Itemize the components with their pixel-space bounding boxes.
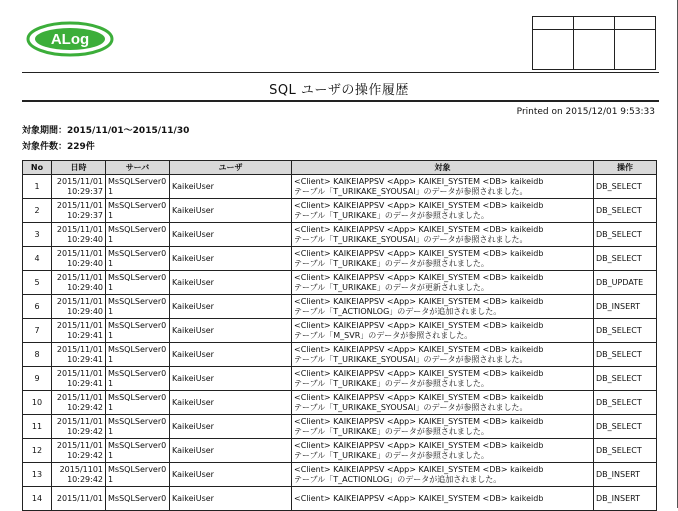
row-target-path: <Client> KAIKEIAPPSV <App> KAIKEI_SYSTEM <DB> kaikeidb xyxy=(294,344,544,354)
row-operation: DB_SELECT xyxy=(594,439,657,463)
row-no: 14 xyxy=(23,487,52,511)
row-server xyxy=(106,367,170,391)
row-server-name: MsSQLServer0 xyxy=(108,320,167,330)
row-target-path: <Client> KAIKEIAPPSV <App> KAIKEI_SYSTEM <DB> kaikeidb xyxy=(294,440,544,450)
table-row xyxy=(23,415,657,439)
row-time: 10:29:41 xyxy=(67,330,103,340)
row-user: KaikeiUser xyxy=(170,199,292,223)
row-server xyxy=(106,319,170,343)
row-server xyxy=(106,295,170,319)
row-no: 12 xyxy=(23,439,52,463)
operation-log-table xyxy=(22,160,657,511)
row-no: 6 xyxy=(23,295,52,319)
row-user: KaikeiUser xyxy=(170,223,292,247)
target-count: 対象件数：229件 xyxy=(22,142,95,152)
row-target-path: <Client> KAIKEIAPPSV <App> KAIKEI_SYSTEM <DB> kaikeidb xyxy=(294,416,544,426)
row-server-name: MsSQLServer0 xyxy=(108,176,167,186)
row-target-message: テーブル「T_URIKAKE」のデータが参照されました。 xyxy=(294,378,489,388)
table-row xyxy=(23,463,657,487)
row-datetime xyxy=(52,295,106,319)
row-operation: DB_SELECT xyxy=(594,415,657,439)
row-server-suffix: 1 xyxy=(108,474,114,484)
col-header-server: サーバ xyxy=(106,161,170,175)
row-target-message: テーブル「T_URIKAKE_SYOUSAI」のデータが参照されました。 xyxy=(294,354,528,364)
col-header-operation: 操作 xyxy=(594,161,657,175)
row-datetime xyxy=(52,343,106,367)
row-target xyxy=(292,391,594,415)
table-body xyxy=(23,175,657,511)
row-target xyxy=(292,175,594,199)
row-datetime xyxy=(52,271,106,295)
row-user: KaikeiUser xyxy=(170,367,292,391)
row-operation: DB_INSERT xyxy=(594,463,657,487)
row-server-suffix: 1 xyxy=(108,354,114,364)
title-rule-bottom xyxy=(22,100,659,102)
table-row xyxy=(23,367,657,391)
row-server-suffix: 1 xyxy=(108,426,114,436)
row-user: KaikeiUser xyxy=(170,463,292,487)
row-user: KaikeiUser xyxy=(170,415,292,439)
table-row xyxy=(23,223,657,247)
row-server xyxy=(106,439,170,463)
row-target-message: テーブル「M_SVR」のデータが参照されました。 xyxy=(294,330,473,340)
row-target-message: テーブル「T_URIKAKE_SYOUSAI」のデータが参照されました。 xyxy=(294,402,528,412)
row-target-path: <Client> KAIKEIAPPSV <App> KAIKEI_SYSTEM <DB> kaikeidb xyxy=(294,368,544,378)
table-row xyxy=(23,199,657,223)
row-user: KaikeiUser xyxy=(170,439,292,463)
row-target xyxy=(292,295,594,319)
title-rule-top xyxy=(22,72,659,73)
row-target xyxy=(292,247,594,271)
row-server-suffix: 1 xyxy=(108,378,114,388)
row-no: 1 xyxy=(23,175,52,199)
row-no: 10 xyxy=(23,391,52,415)
row-target-message: テーブル「T_URIKAKE_SYOUSAI」のデータが参照されました。 xyxy=(294,186,528,196)
row-user: KaikeiUser xyxy=(170,271,292,295)
row-user: KaikeiUser xyxy=(170,391,292,415)
row-date: 2015/11/01 xyxy=(56,224,103,234)
row-server-name: MsSQLServer0 xyxy=(108,392,167,402)
row-server-name: MsSQLServer0 xyxy=(108,224,167,234)
table-row xyxy=(23,391,657,415)
row-server xyxy=(106,199,170,223)
row-server xyxy=(106,343,170,367)
stamp-cell xyxy=(574,30,615,70)
row-target-message: テーブル「T_URIKAKE」のデータが参照されました。 xyxy=(294,210,489,220)
row-date: 2015/11/01 xyxy=(56,320,103,330)
row-time: 10:29:42 xyxy=(67,474,103,484)
row-target xyxy=(292,439,594,463)
row-no: 3 xyxy=(23,223,52,247)
row-datetime xyxy=(52,367,106,391)
row-server-suffix: 1 xyxy=(108,402,114,412)
row-server-suffix: 1 xyxy=(108,330,114,340)
row-date: 2015/11/01 xyxy=(56,392,103,402)
row-target-path: <Client> KAIKEIAPPSV <App> KAIKEI_SYSTEM <DB> kaikeidb xyxy=(294,224,544,234)
row-target-path: <Client> KAIKEIAPPSV <App> KAIKEI_SYSTEM <DB> kaikeidb xyxy=(294,493,544,503)
row-operation: DB_SELECT xyxy=(594,367,657,391)
row-target-path: <Client> KAIKEIAPPSV <App> KAIKEI_SYSTEM <DB> kaikeidb xyxy=(294,200,544,210)
row-server xyxy=(106,487,170,511)
row-target-path: <Client> KAIKEIAPPSV <App> KAIKEI_SYSTEM <DB> kaikeidb xyxy=(294,320,544,330)
row-target xyxy=(292,343,594,367)
row-target xyxy=(292,487,594,511)
row-no: 5 xyxy=(23,271,52,295)
row-datetime xyxy=(52,223,106,247)
row-date: 2015/11/01 xyxy=(56,493,103,503)
row-user: KaikeiUser xyxy=(170,175,292,199)
row-target-path: <Client> KAIKEIAPPSV <App> KAIKEI_SYSTEM <DB> kaikeidb xyxy=(294,272,544,282)
logo-text: ALog xyxy=(50,31,90,48)
table-header-row xyxy=(23,161,657,175)
row-date: 2015/11/01 xyxy=(56,272,103,282)
table-row xyxy=(23,175,657,199)
col-header-datetime: 日時 xyxy=(52,161,106,175)
row-target-message: テーブル「T_URIKAKE」のデータが参照されました。 xyxy=(294,258,489,268)
row-time: 10:29:42 xyxy=(67,402,103,412)
report-title: SQL ユーザの操作履歴 xyxy=(269,83,409,98)
row-no: 9 xyxy=(23,367,52,391)
table-row xyxy=(23,271,657,295)
row-target-message: テーブル「T_URIKAKE」のデータが参照されました。 xyxy=(294,450,489,460)
row-time: 10:29:37 xyxy=(67,186,103,196)
row-date: 2015/11/01 xyxy=(56,176,103,186)
row-operation: DB_SELECT xyxy=(594,223,657,247)
row-operation: DB_INSERT xyxy=(594,487,657,511)
row-datetime xyxy=(52,415,106,439)
row-user: KaikeiUser xyxy=(170,247,292,271)
row-no: 11 xyxy=(23,415,52,439)
row-date: 2015/11/01 xyxy=(56,440,103,450)
row-operation: DB_UPDATE xyxy=(594,271,657,295)
row-time: 10:29:42 xyxy=(67,426,103,436)
row-server-suffix: 1 xyxy=(108,282,114,292)
row-date: 2015/11/01 xyxy=(56,248,103,258)
row-server-suffix: 1 xyxy=(108,210,114,220)
row-time: 10:29:41 xyxy=(67,354,103,364)
row-server-name: MsSQLServer0 xyxy=(108,344,167,354)
row-datetime xyxy=(52,319,106,343)
printed-date: Printed on 2015/12/01 9:53:33 xyxy=(516,107,655,117)
row-target-path: <Client> KAIKEIAPPSV <App> KAIKEI_SYSTEM <DB> kaikeidb xyxy=(294,296,544,306)
row-server xyxy=(106,271,170,295)
row-server-name: MsSQLServer0 xyxy=(108,248,167,258)
row-time: 10:29:37 xyxy=(67,210,103,220)
table-row xyxy=(23,439,657,463)
approval-stamp-boxes xyxy=(532,16,656,70)
col-header-no: No xyxy=(23,161,52,175)
row-server-suffix: 1 xyxy=(108,186,114,196)
row-time: 10:29:41 xyxy=(67,378,103,388)
row-operation: DB_SELECT xyxy=(594,391,657,415)
row-server-suffix: 1 xyxy=(108,258,114,268)
row-time: 10:29:40 xyxy=(67,234,103,244)
row-datetime xyxy=(52,247,106,271)
row-time: 10:29:40 xyxy=(67,258,103,268)
row-time: 10:29:40 xyxy=(67,282,103,292)
row-target-path: <Client> KAIKEIAPPSV <App> KAIKEI_SYSTEM <DB> kaikeidb xyxy=(294,392,544,402)
row-server xyxy=(106,415,170,439)
table-row xyxy=(23,487,657,511)
row-time: 10:29:42 xyxy=(67,450,103,460)
row-date: 2015/11/01 xyxy=(56,416,103,426)
row-no: 8 xyxy=(23,343,52,367)
row-no: 13 xyxy=(23,463,52,487)
row-server-name: MsSQLServer0 xyxy=(108,440,167,450)
row-target xyxy=(292,463,594,487)
stamp-header-cell xyxy=(574,17,615,30)
row-user: KaikeiUser xyxy=(170,343,292,367)
row-datetime xyxy=(52,487,106,511)
row-server-name: MsSQLServer0 xyxy=(108,368,167,378)
row-user: KaikeiUser xyxy=(170,319,292,343)
row-operation: DB_SELECT xyxy=(594,175,657,199)
table-row xyxy=(23,295,657,319)
row-server xyxy=(106,463,170,487)
row-date: 2015/11/01 xyxy=(56,200,103,210)
row-target-message: テーブル「T_URIKAKE」のデータが更新されました。 xyxy=(294,282,489,292)
stamp-header-cell xyxy=(533,17,574,30)
row-target xyxy=(292,367,594,391)
row-server-name: MsSQLServer0 xyxy=(108,493,167,503)
row-datetime xyxy=(52,463,106,487)
row-datetime xyxy=(52,199,106,223)
row-server-name: MsSQLServer0 xyxy=(108,416,167,426)
row-date: 2015/11/01 xyxy=(56,368,103,378)
row-date: 2015/11/01 xyxy=(56,344,103,354)
row-datetime xyxy=(52,391,106,415)
table-row xyxy=(23,247,657,271)
row-target xyxy=(292,319,594,343)
row-operation: DB_SELECT xyxy=(594,319,657,343)
row-user: KaikeiUser xyxy=(170,487,292,511)
row-target-path: <Client> KAIKEIAPPSV <App> KAIKEI_SYSTEM <DB> kaikeidb xyxy=(294,176,544,186)
target-period: 対象期間：2015/11/01～2015/11/30 xyxy=(22,126,190,136)
row-target-path: <Client> KAIKEIAPPSV <App> KAIKEI_SYSTEM <DB> kaikeidb xyxy=(294,464,544,474)
row-server-name: MsSQLServer0 xyxy=(108,296,167,306)
row-date: 2015/1101 xyxy=(59,464,103,474)
row-target-path: <Client> KAIKEIAPPSV <App> KAIKEI_SYSTEM <DB> kaikeidb xyxy=(294,248,544,258)
row-target-message: テーブル「T_URIKAKE_SYOUSAI」のデータが参照されました。 xyxy=(294,234,528,244)
row-server-suffix: 1 xyxy=(108,450,114,460)
table-row xyxy=(23,343,657,367)
row-server-name: MsSQLServer0 xyxy=(108,272,167,282)
row-target xyxy=(292,271,594,295)
row-operation: DB_INSERT xyxy=(594,295,657,319)
stamp-cell xyxy=(615,30,656,70)
row-datetime xyxy=(52,175,106,199)
row-target-message: テーブル「T_ACTIONLOG」のデータが追加されました。 xyxy=(294,306,502,316)
row-target xyxy=(292,415,594,439)
row-server-suffix: 1 xyxy=(108,306,114,316)
row-datetime xyxy=(52,439,106,463)
col-header-target: 対象 xyxy=(292,161,594,175)
row-server xyxy=(106,247,170,271)
row-server xyxy=(106,175,170,199)
col-header-user: ユーザ xyxy=(170,161,292,175)
row-date: 2015/11/01 xyxy=(56,296,103,306)
row-target-message: テーブル「T_ACTIONLOG」のデータが追加されました。 xyxy=(294,474,502,484)
row-target xyxy=(292,199,594,223)
row-operation: DB_SELECT xyxy=(594,247,657,271)
row-server-suffix: 1 xyxy=(108,234,114,244)
stamp-header-cell xyxy=(615,17,656,30)
table-row xyxy=(23,319,657,343)
row-operation: DB_SELECT xyxy=(594,199,657,223)
row-server-name: MsSQLServer0 xyxy=(108,200,167,210)
row-operation: DB_SELECT xyxy=(594,343,657,367)
row-no: 2 xyxy=(23,199,52,223)
row-target xyxy=(292,223,594,247)
row-user: KaikeiUser xyxy=(170,295,292,319)
row-no: 7 xyxy=(23,319,52,343)
row-server xyxy=(106,223,170,247)
row-server-name: MsSQLServer0 xyxy=(108,464,167,474)
row-time: 10:29:40 xyxy=(67,306,103,316)
row-no: 4 xyxy=(23,247,52,271)
row-target-message: テーブル「T_URIKAKE」のデータが参照されました。 xyxy=(294,426,489,436)
alog-logo xyxy=(26,20,114,58)
stamp-cell xyxy=(533,30,574,70)
row-server xyxy=(106,391,170,415)
